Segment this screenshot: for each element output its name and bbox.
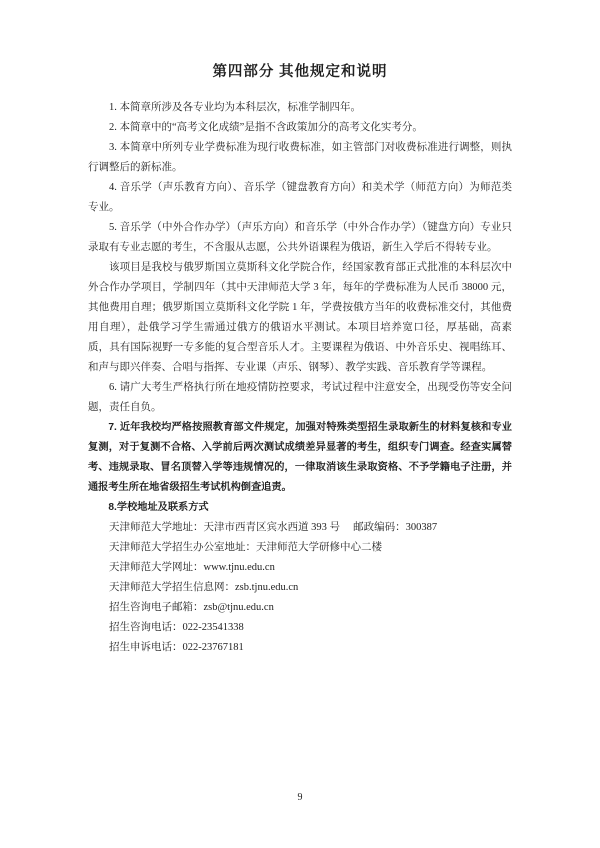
paragraph-6: 6. 请广大考生严格执行所在地疫情防控要求，考试过程中注意安全，出现受伤等安全问题，责任自负。 bbox=[88, 382, 512, 413]
admissions-info-website-line: 天津师范大学招生信息网：zsb.tjnu.edu.cn bbox=[109, 582, 299, 593]
paragraph-2: 2. 本简章中的“高考文化成绩”是指不含政策加分的高考文化实考分。 bbox=[109, 122, 423, 133]
admissions-office-address-line: 天津师范大学招生办公室地址：天津师范大学研修中心二楼 bbox=[109, 542, 382, 553]
document-content bbox=[88, 60, 512, 658]
paragraph-project-description: 该项目是我校与俄罗斯国立莫斯科文化学院合作，经国家教育部正式批准的本科层次中外合作办学项目，学制四年（其中天津师范大学 3 年，每年的学费标准为人民币 38000 元，其他费用自理；俄罗斯国立莫斯科文化学院 1 年，学费按俄方当年的收费标准交付，其他费用自理），赴俄学习学生需通过俄方的俄语水平测试。本项目培养宽口径，厚基础，高素质，具有国际视野一专多能的复合型音乐人才。主要课程为俄语、中外音乐史、视唱练耳、和声与即兴伴奏、合唱与指挥、专业课（声乐、钢琴）、教学实践、音乐教育学等课程。 bbox=[88, 262, 512, 373]
university-address-line: 天津师范大学地址：天津市西青区宾水西道 393 号 邮政编码：300387 bbox=[109, 522, 438, 533]
section-8-heading: 8.学校地址及联系方式 bbox=[108, 502, 209, 513]
page-number: 9 bbox=[297, 792, 303, 803]
paragraph-1: 1. 本简章所涉及各专业均为本科层次，标准学制四年。 bbox=[109, 102, 361, 113]
paragraph-4: 4. 音乐学（声乐教育方向）、音乐学（键盘教育方向）和美术学（师范方向）为师范类专业。 bbox=[88, 182, 512, 213]
admissions-email-line: 招生咨询电子邮箱：zsb@tjnu.edu.cn bbox=[109, 602, 274, 613]
admissions-phone-line: 招生咨询电话：022-23541338 bbox=[109, 622, 244, 633]
university-website-line: 天津师范大学网址：www.tjnu.edu.cn bbox=[109, 562, 275, 573]
paragraph-3: 3. 本简章中所列专业学费标准为现行收费标准，如主管部门对收费标准进行调整，则执行调整后的新标准。 bbox=[88, 142, 512, 173]
paragraph-7: 7. 近年我校均严格按照教育部文件规定，加强对特殊类型招生录取新生的材料复核和专业复测，对于复测不合格、入学前后两次测试成绩差异显著的考生，组织专门调查。经查实属替考、违规录取、冒名顶替入学等违规情况的，一律取消该生录取资格、不予学籍电子注册，并通报考生所在地省级招生考试机构倒查追责。 bbox=[88, 422, 512, 493]
paragraph-5: 5. 音乐学（中外合作办学）（声乐方向）和音乐学（中外合作办学）（键盘方向）专业只录取有专业志愿的考生，不含服从志愿，公共外语课程为俄语，新生入学后不得转专业。 bbox=[88, 222, 512, 253]
section-title: 第四部分 其他规定和说明 bbox=[212, 64, 388, 80]
appeal-phone-line: 招生申诉电话：022-23767181 bbox=[109, 642, 244, 653]
